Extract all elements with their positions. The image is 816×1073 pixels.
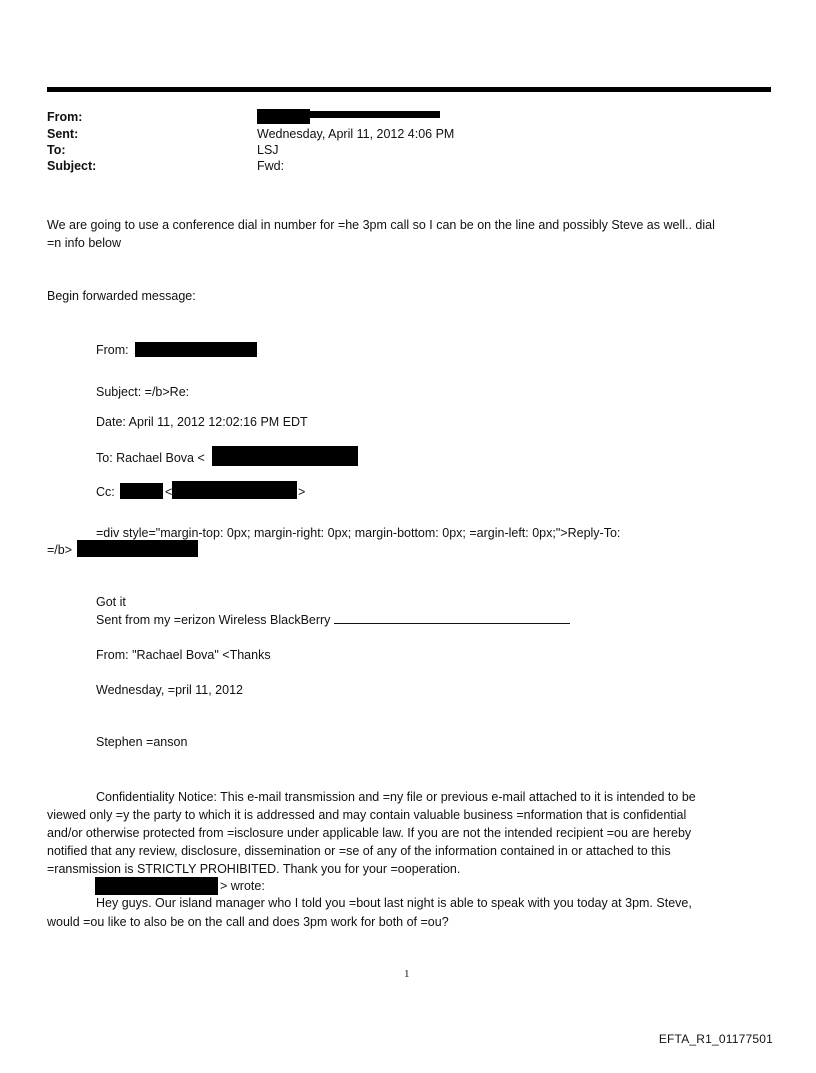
fwd-from-label: From: [96,343,129,357]
confidentiality-line: notified that any review, disclosure, dissemination or =se of any of the information contained in or attached to this [47,844,671,858]
redaction [310,111,440,118]
begin-forwarded: Begin forwarded message: [47,289,196,303]
confidentiality-line: Confidentiality Notice: This e-mail transmission and =ny file or previous e-mail attached to it is intended to be [96,790,696,804]
sent-value: Wednesday, April 11, 2012 4:06 PM [257,127,455,141]
wrote: > wrote: [220,879,265,893]
wednesday-line: Wednesday, =pril 11, 2012 [96,683,243,697]
redaction [257,109,310,124]
redaction [95,877,218,895]
body-text: =n info below [47,236,122,250]
fwd-subject: Subject: =/b>Re: [96,385,190,399]
sent-from-text: Sent from my =erizon Wireless BlackBerry [96,613,331,627]
fwd-date: Date: April 11, 2012 12:02:16 PM EDT [96,415,308,429]
to-label: To: [47,143,66,157]
subject-value: Fwd: [257,159,285,173]
header-rule [47,87,771,92]
hey-line: would =ou like to also be on the call and does 3pm work for both of =ou? [47,915,449,929]
div-line: =div style="margin-top: 0px; margin-right: 0px; margin-bottom: 0px; =argin-left: 0px;">Reply-To: [96,526,621,540]
fwd-cc-lt: < [165,485,173,499]
confidentiality-line: and/or otherwise protected from =isclosure under applicable law. If you are not the intended recipient =ou are hereby [47,826,692,840]
separator-line [334,611,570,624]
redaction [172,481,297,499]
fwd-cc-label: Cc: [96,485,115,499]
from-label: From: [47,110,83,124]
stephen-line: Stephen =anson [96,735,188,749]
redaction [120,483,163,499]
sent-from [96,611,570,629]
redaction [135,342,257,357]
fwd-cc-gt: > [298,485,306,499]
page-number: 1 [404,968,410,980]
confidentiality-line: =ransmission is STRICTLY PROHIBITED. Thank you for your =ooperation. [47,862,461,876]
got-it: Got it [96,595,126,609]
footer-id: EFTA_R1_01177501 [658,1032,773,1046]
redaction [77,540,198,557]
to-value: LSJ [257,143,279,157]
fwd-to: To: Rachael Bova < [96,451,205,465]
sent-label: Sent: [47,127,79,141]
hey-line: Hey guys. Our island manager who I told you =bout last night is able to speak with you today at 3pm. Steve, [96,896,692,910]
from-rachael: From: "Rachael Bova" <Thanks [96,648,271,662]
subject-label: Subject: [47,159,97,173]
body-text: We are going to use a conference dial in number for =he 3pm call so I can be on the line and possibly Steve as well.. dial [47,218,715,232]
b-close: =/b> [47,543,73,557]
redaction [212,446,358,466]
confidentiality-line: viewed only =y the party to which it is addressed and may contain valuable business =nformation that is confidential [47,808,687,822]
